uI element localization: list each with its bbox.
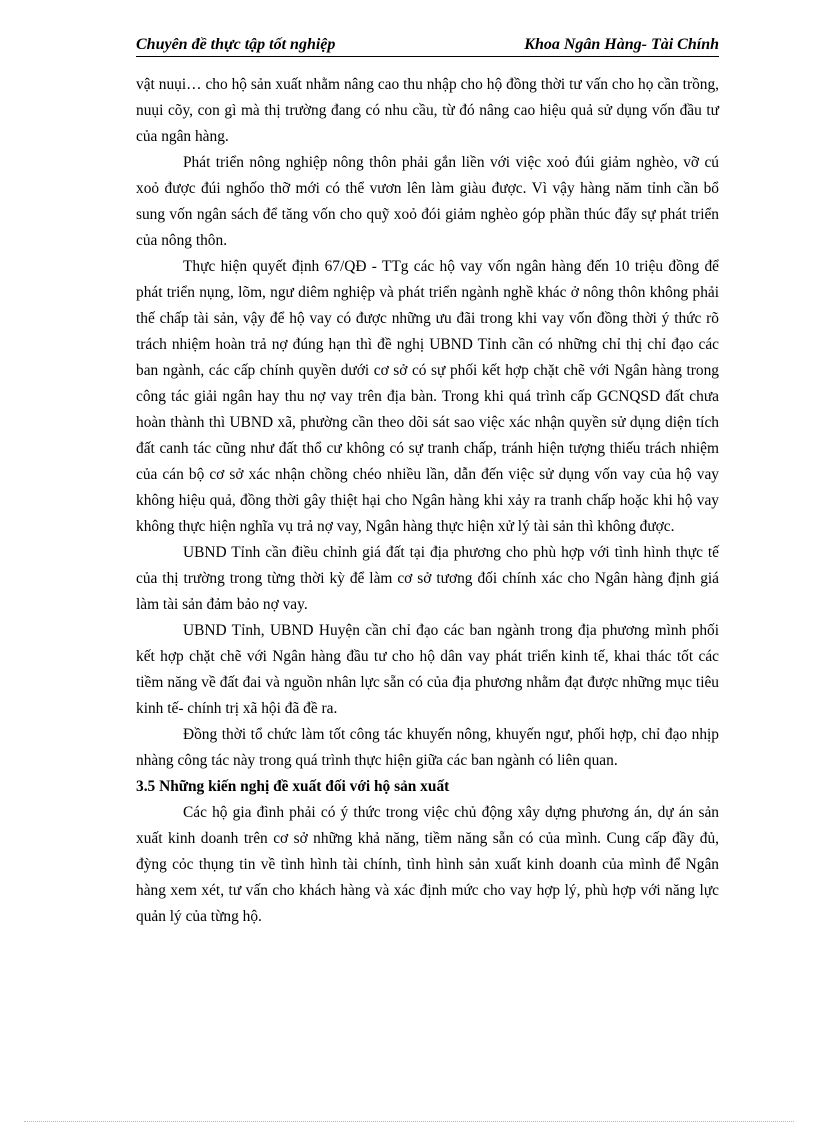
paragraph-6: Đồng thời tổ chức làm tốt công tác khuyến nông, khuyến ngư, phối hợp, chỉ đạo nhịp nhàng công tác này trong quá trình thực hiện giữa các ban ngành có liên quan. <box>136 726 719 769</box>
page-header <box>136 34 719 57</box>
paragraph-5: UBND Tỉnh, UBND Huyện cần chỉ đạo các ban ngành trong địa phương mình phối kết hợp chặt chẽ với Ngân hàng đầu tư cho hộ dân vay phát triển kinh tế, khai thác tốt các tiềm năng về đất đai và nguồn nhân lực sẵn có của địa phương nhằm đạt được những mục tiêu kinh tế- chính trị xã hội đã đề ra. <box>136 622 719 717</box>
paragraph-4: UBND Tỉnh cần điều chỉnh giá đất tại địa phương cho phù hợp với tình hình thực tế của thị trường trong từng thời kỳ để làm cơ sở tương đối chính xác cho Ngân hàng định giá làm tài sản đảm bảo nợ vay. <box>136 544 719 613</box>
paragraph-7: Các hộ gia đình phải có ý thức trong việc chủ động xây dựng phương án, dự án sản xuất kinh doanh trên cơ sở những khả năng, tiềm năng sẵn có của mình. Cung cấp đầy đủ, đỳng cỏc thụng tin về tình hình tài chính, tình hình sản xuất kinh doanh của mình để Ngân hàng xem xét, tư vấn cho khách hàng và xác định mức cho vay hợp lý, phù hợp với năng lực quản lý của từng hộ. <box>136 804 719 925</box>
paragraph-1: vật nuụi… cho hộ sản xuất nhằm nâng cao thu nhập cho hộ đồng thời tư vấn cho họ cần trồng, nuụi cõy, con gì mà thị trường đang có nhu cầu, từ đó nâng cao hiệu quả sử dụng vốn đầu tư của ngân hàng. <box>136 76 719 145</box>
document-body <box>136 72 719 930</box>
header-department: Khoa Ngân Hàng- Tài Chính <box>524 36 719 53</box>
header-document-title: Chuyên đề thực tập tốt nghiệp <box>136 36 336 53</box>
paragraph-3: Thực hiện quyết định 67/QĐ - TTg các hộ vay vốn ngân hàng đến 10 triệu đồng để phát triển nụng, lõm, ngư diêm nghiệp và phát triển ngành nghề khác ở nông thôn không phải thế chấp tài sản, vậy để hộ vay có được những ưu đãi trong khi vay vốn đồng thời ý thức rõ trách nhiệm hoàn trả nợ đúng hạn thì đề nghị UBND Tỉnh cần có những chỉ thị chỉ đạo các ban ngành, các cấp chính quyền dưới cơ sở có sự phối kết hợp chặt chẽ với Ngân hàng trong công tác giải ngân hay thu nợ vay trên địa bàn. Trong khi quá trình cấp GCNQSD đất chưa hoàn thành thì UBND xã, phường cần theo dõi sát sao việc xác nhận quyền sử dụng diện tích đất canh tác cũng như đất thổ cư không có sự tranh chấp, tránh hiện tượng thiếu trách nhiệm của cán bộ cơ sở xác nhận chồng chéo nhiều lần, dẫn đến việc sử dụng vốn vay của hộ vay không hiệu quả, đồng thời gây thiệt hại cho Ngân hàng khi xảy ra tranh chấp hoặc khi hộ vay không thực hiện nghĩa vụ trả nợ vay, Ngân hàng thực hiện xử lý tài sản thì không được. <box>136 258 719 535</box>
page-bottom-divider <box>24 1121 794 1122</box>
paragraph-2: Phát triển nông nghiệp nông thôn phải gắn liền với việc xoỏ đúi giảm nghèo, vỡ cú xoỏ được đúi nghốo thỡ mới có thể vươn lên làm giàu được. Vì vậy hàng năm tỉnh cần bổ sung vốn ngân sách để tăng vốn cho quỹ xoỏ đói giảm nghèo góp phần thúc đẩy sự phát triển của nông thôn. <box>136 154 719 249</box>
section-heading: 3.5 Những kiến nghị đề xuất đối với hộ sản xuất <box>136 778 450 795</box>
